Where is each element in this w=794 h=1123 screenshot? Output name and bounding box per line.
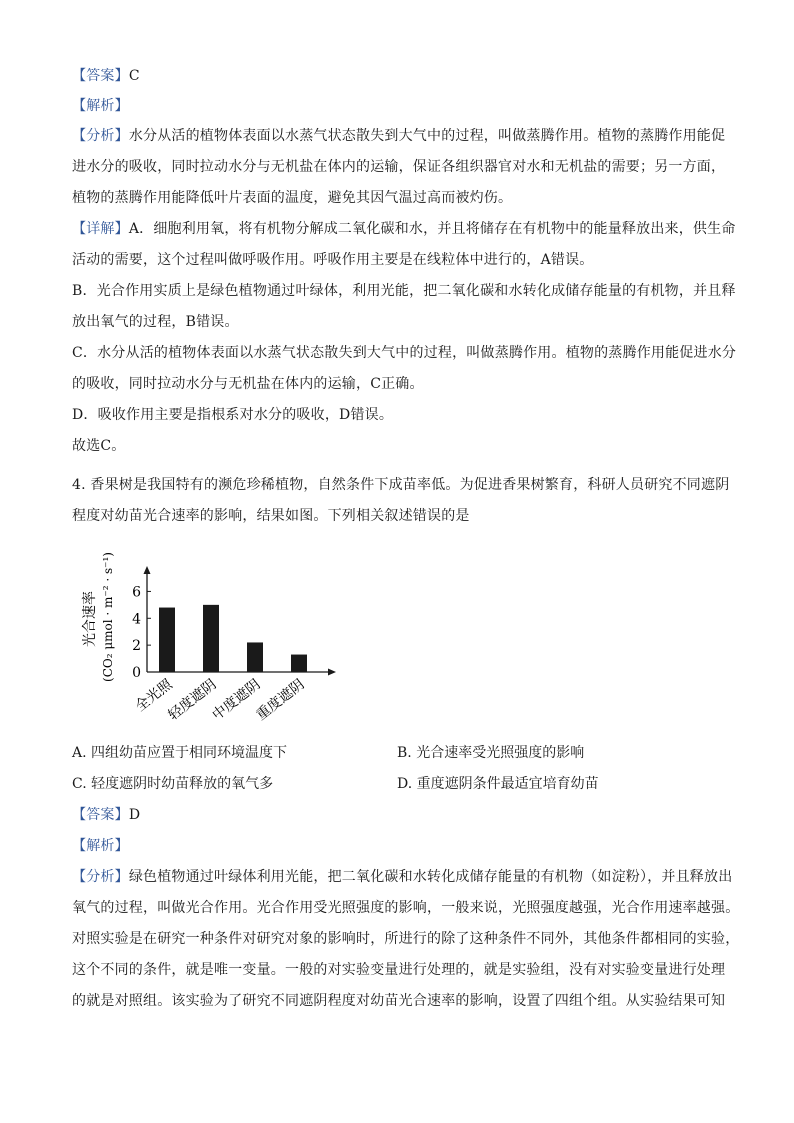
q3-xiangjie-line-6: 的吸收，同时拉动水分与无机盐在体内的运输，C正确。 <box>72 376 424 392</box>
q3-conclusion: 故选C。 <box>72 438 126 454</box>
q4-fenxi-line-1 <box>72 867 732 887</box>
x-tick-label: 中度遮阴 <box>209 676 264 724</box>
bar <box>203 605 219 672</box>
analysis-label: 【解析】 <box>72 838 129 854</box>
q4-stem-line-1: 4. 香果树是我国特有的濒危珍稀植物，自然条件下成苗率低。为促进香果树繁育，科研人员研究不同遮阴 <box>72 477 730 493</box>
fenxi-tag: 【分析】 <box>72 869 129 885</box>
y-tick-label: 2 <box>132 638 141 655</box>
xiangjie-tag: 【详解】 <box>72 221 129 237</box>
q4-fenxi-line-4: 这个不同的条件，就是唯一变量。一般的对实验变量进行处理的，就是实验组，没有对实验变量进行处理 <box>72 962 726 978</box>
option-a[interactable]: A. 四组幼苗应置于相同环境温度下 <box>72 745 288 761</box>
option-b[interactable]: B. 光合速率受光照强度的影响 <box>397 745 585 761</box>
q3-fenxi-line-3: 植物的蒸腾作用能降低叶片表面的温度，避免其因气温过高而被灼伤。 <box>72 190 513 206</box>
q3-answer-line <box>72 66 732 86</box>
q3-xiangjie-line-4: 放出氧气的过程，B错误。 <box>72 314 239 330</box>
q3-xiangjie-line-3: B．光合作用实质上是绿色植物通过叶绿体，利用光能，把二氧化碳和水转化成储存能量的有机物，并且释 <box>72 283 736 299</box>
q4-fenxi-line-2: 氧气的过程，叫做光合作用。光合作用受光照强度的影响，一般来说，光照强度越强，光合作用速率越强。 <box>72 900 740 916</box>
q4-fenxi-line-5: 的就是对照组。该实验为了研究不同遮阴程度对幼苗光合速率的影响，设置了四组个组。从实验结果可知 <box>72 993 726 1009</box>
y-tick-label: 6 <box>132 584 141 601</box>
y-axis-unit: (CO₂ μmol · m⁻² · s⁻¹) <box>101 552 115 682</box>
x-axis-arrow <box>328 669 336 676</box>
y-tick-label: 4 <box>132 611 141 628</box>
answer-value: C <box>128 68 140 84</box>
x-tick-label: 全光照 <box>132 676 176 716</box>
q3-xiangjie-line-5: C．水分从活的植物体表面以水蒸气状态散失到大气中的过程，叫做蒸腾作用。植物的蒸腾作用能促进水分 <box>72 345 737 361</box>
answer-tag: 【答案】 <box>72 68 129 84</box>
x-tick-label: 重度遮阴 <box>253 676 308 724</box>
q4-fenxi-line-3: 对照实验是在研究一种条件对研究对象的影响时，所进行的除了这种条件不同外，其他条件都相同的实验， <box>72 931 740 947</box>
fenxi-tag: 【分析】 <box>72 128 129 144</box>
q4-stem-line-2: 程度对幼苗光合速率的影响，结果如图。下列相关叙述错误的是 <box>72 508 470 524</box>
bar <box>247 642 263 672</box>
q3-xiangjie-line-7: D．吸收作用主要是指根系对水分的吸收，D错误。 <box>72 407 394 423</box>
fenxi-text: 绿色植物通过叶绿体利用光能，把二氧化碳和水转化成储存能量的有机物（如淀粉），并且释放出 <box>128 869 733 885</box>
x-tick-label: 轻度遮阴 <box>165 676 220 724</box>
option-c[interactable]: C. 轻度遮阴时幼苗释放的氧气多 <box>72 776 274 792</box>
answer-value: D <box>128 807 141 823</box>
q4-answer-line <box>72 805 732 825</box>
y-axis-arrow <box>144 566 151 574</box>
option-d[interactable]: D. 重度遮阴条件最适宜培育幼苗 <box>397 776 599 792</box>
answer-tag: 【答案】 <box>72 807 129 823</box>
bar <box>291 655 307 672</box>
fenxi-text: 水分从活的植物体表面以水蒸气状态散失到大气中的过程，叫做蒸腾作用。植物的蒸腾作用能促 <box>128 128 726 144</box>
xiangjie-text: A．细胞利用氧，将有机物分解成二氧化碳和水，并且将储存在有机物中的能量释放出来，供生命 <box>128 221 736 237</box>
analysis-label: 【解析】 <box>72 98 129 114</box>
q3-fenxi-line-1 <box>72 126 732 146</box>
photosynthesis-bar-chart <box>72 540 362 740</box>
q3-xiangjie-line-1 <box>72 219 736 239</box>
q3-fenxi-line-2: 进水分的吸收，同时拉动水分与无机盐在体内的运输，保证各组织器官对水和无机盐的需要；另一方面， <box>72 159 726 175</box>
q3-xiangjie-line-2: 活动的需要，这个过程叫做呼吸作用。呼吸作用主要是在线粒体中进行的，A错误。 <box>72 252 594 268</box>
y-tick-label: 0 <box>132 665 141 681</box>
y-axis-label: 光合速率 <box>82 591 98 647</box>
bar <box>159 608 175 672</box>
